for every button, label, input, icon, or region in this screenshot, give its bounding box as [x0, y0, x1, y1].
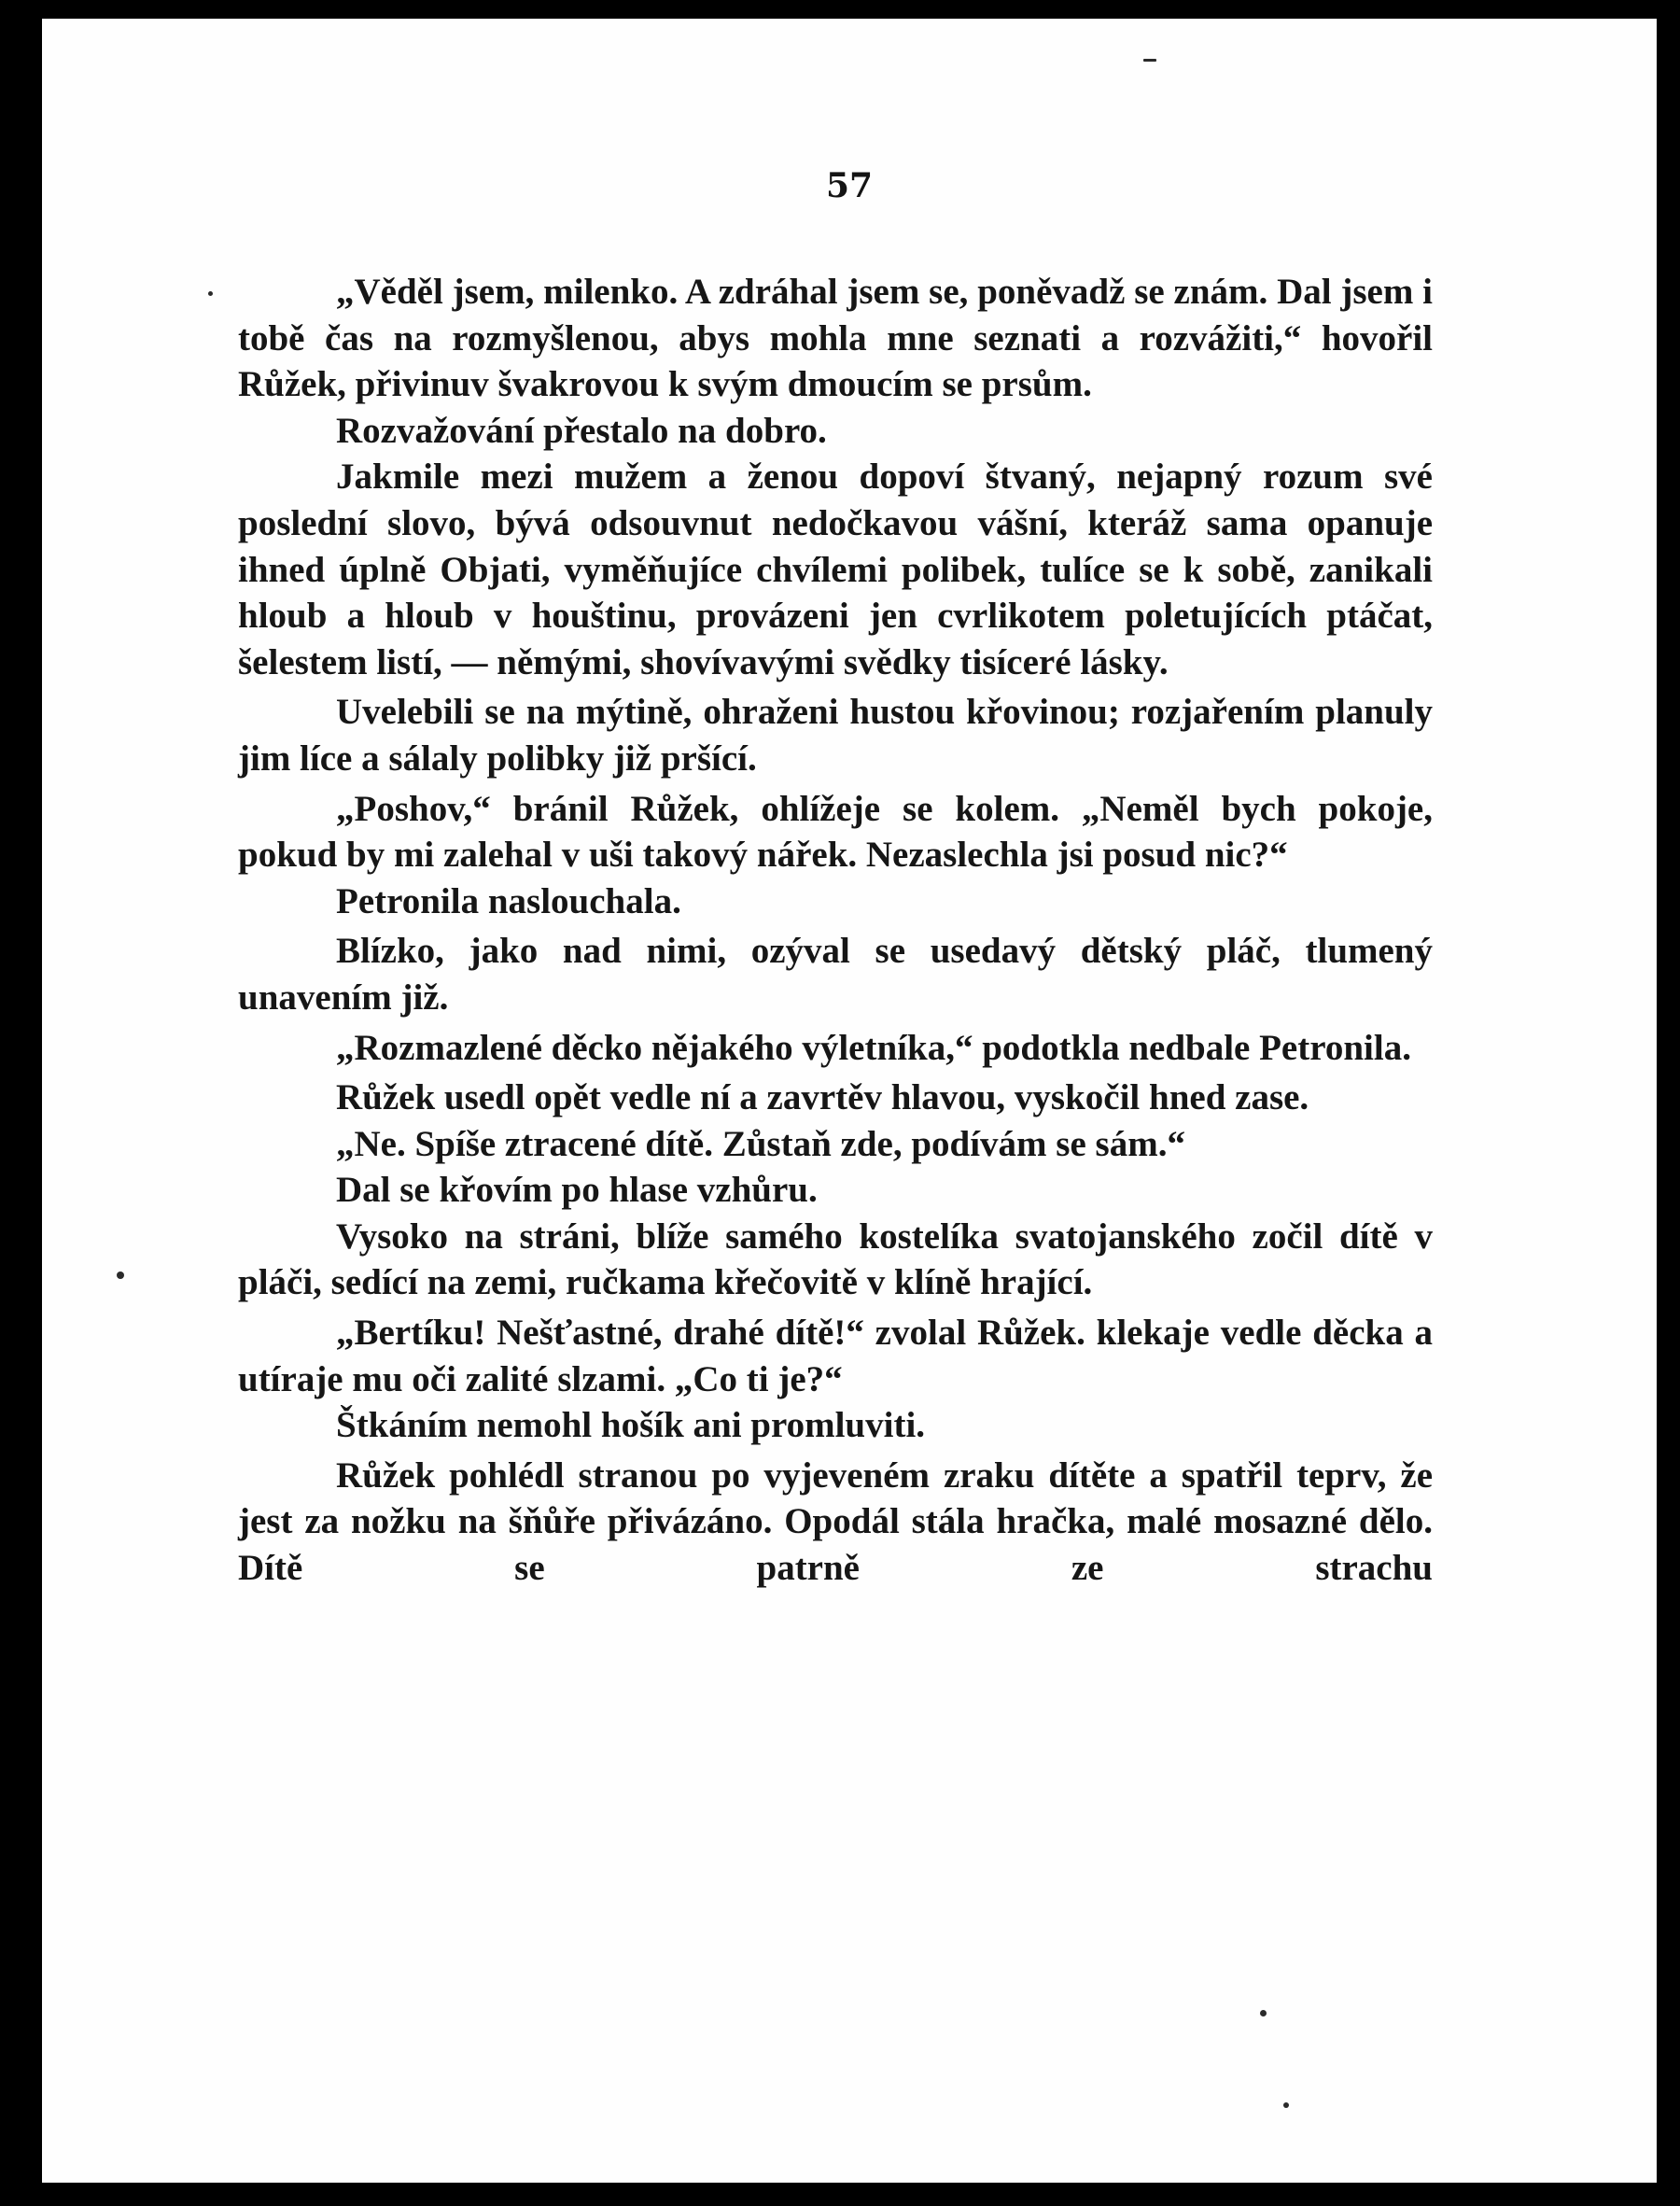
paragraph-1: „Věděl jsem, milenko. A zdráhal jsem se, poněvadž se znám. Dal jsem i tobě čas na rozmyšlenou, abys mohla mne seznati a rozvážiti,“ hovořil Růžek, přivinuv švakrovou k svým dmoucím se prsům.: [238, 272, 1433, 405]
paragraph-14: Štkáním nemohl hošík ani promluviti.: [336, 1405, 926, 1446]
page-number: 57: [825, 166, 874, 205]
scan-speck: [1283, 2102, 1289, 2108]
scan-speck: [1143, 59, 1156, 62]
paragraph-8: „Rozmazlené děcko nějakého výletníka,“ podotkla nedbale Petronila.: [336, 1027, 1411, 1068]
scan-speck: [208, 291, 213, 296]
scan-speck: [117, 1272, 124, 1279]
paragraph-15: Růžek pohlédl stranou po vyjeveném zraku dítěte a spatřil teprv, že jest za nožku na šňůře přivázáno. Opodál stála hračka, malé mosazné dělo. Dítě se patrně ze strachu: [238, 1454, 1433, 1589]
paragraph-11: Dal se křovím po hlase vzhůru.: [336, 1170, 818, 1211]
book-page: [42, 19, 1657, 2183]
paragraph-2: Rozvažování přestalo na dobro.: [336, 410, 827, 451]
paragraph-5: „Poshov,“ bránil Růžek, ohlížeje se kolem. „Neměl bych pokoje, pokud by mi zalehal v uši takový nářek. Nezaslechla jsi posud nic?“: [238, 788, 1433, 876]
paragraph-7: Blízko, jako nad nimi, ozýval se usedavý dětský pláč, tlumený unavením již.: [238, 931, 1433, 1018]
paragraph-12: Vysoko na stráni, blíže samého kostelíka svatojanského zočil dítě v pláči, sedící na zemi, ručkama křečovitě v klíně hrající.: [238, 1215, 1433, 1303]
paragraph-6: Petronila naslouchala.: [336, 880, 681, 921]
paragraph-3: Jakmile mezi mužem a ženou dopoví štvaný, nejapný rozum své poslední slovo, bývá odsouvnut nedočkavou vášní, kteráž sama opanuje ihned úplně Objati, vyměňujíce chvílemi polibek, tulíce se k sobě, zanikali hloub a hloub v houštinu, provázeni jen cvrlikotem poletujících ptáčat, šelestem listí, — němými, shovívavými svědky tisíceré lásky.: [238, 457, 1433, 682]
scan-speck: [1260, 2010, 1267, 2016]
paragraph-9: Růžek usedl opět vedle ní a zavrtěv hlavou, vyskočil hned zase.: [336, 1077, 1309, 1118]
paragraph-13: „Bertíku! Nešťastné, drahé dítě!“ zvolal Růžek. klekaje vedle děcka a utíraje mu oči zalité slzami. „Co ti je?“: [238, 1313, 1433, 1399]
body-text: [238, 269, 1433, 1592]
paragraph-10: „Ne. Spíše ztracené dítě. Zůstaň zde, podívám se sám.“: [336, 1123, 1185, 1164]
paragraph-4: Uvelebili se na mýtině, ohraženi hustou křovinou; rozjařením planuly jim líce a sálaly polibky již pršící.: [238, 692, 1433, 779]
